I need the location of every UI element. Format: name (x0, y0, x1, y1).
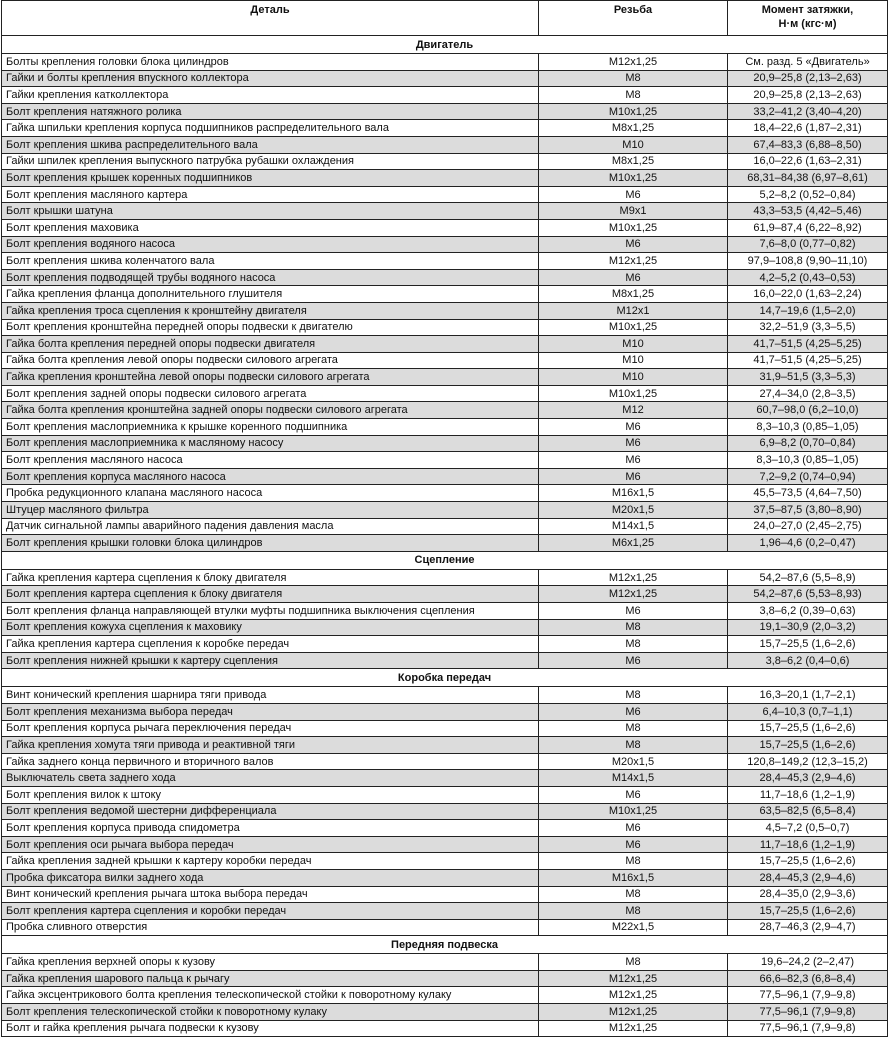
torque-cell: 45,5–73,5 (4,64–7,50) (728, 485, 888, 502)
column-header-torque (728, 1, 888, 36)
table-row (2, 286, 888, 303)
table-row (2, 336, 888, 353)
thread-cell: M8 (539, 619, 728, 636)
thread-cell: M12x1,25 (539, 569, 728, 586)
thread-cell: M6 (539, 419, 728, 436)
thread-cell: M9x1 (539, 203, 728, 220)
torque-cell: 6,9–8,2 (0,70–0,84) (728, 435, 888, 452)
table-row (2, 1004, 888, 1021)
part-cell: Гайка крепления задней крышки к картеру коробки передач (2, 853, 539, 870)
part-cell: Штуцер масляного фильтра (2, 502, 539, 519)
table-row (2, 452, 888, 469)
part-cell: Болт крепления нижней крышки к картеру сцепления (2, 652, 539, 669)
part-cell: Болт крепления натяжного ролика (2, 103, 539, 120)
torque-cell: 19,1–30,9 (2,0–3,2) (728, 619, 888, 636)
torque-cell: 41,7–51,5 (4,25–5,25) (728, 336, 888, 353)
table-row (2, 987, 888, 1004)
thread-cell: M6 (539, 652, 728, 669)
torque-cell: 120,8–149,2 (12,3–15,2) (728, 753, 888, 770)
table-row (2, 603, 888, 620)
torque-cell: 8,3–10,3 (0,85–1,05) (728, 419, 888, 436)
part-cell: Болт крепления масляного картера (2, 186, 539, 203)
table-row (2, 737, 888, 754)
thread-cell: M8x1,25 (539, 286, 728, 303)
section-title: Передняя подвеска (2, 936, 888, 954)
part-cell: Пробка редукционного клапана масляного насоса (2, 485, 539, 502)
thread-cell: M10x1,25 (539, 385, 728, 402)
table-row (2, 54, 888, 71)
thread-cell: M6 (539, 435, 728, 452)
torque-cell: См. разд. 5 «Двигатель» (728, 54, 888, 71)
table-row (2, 1020, 888, 1037)
part-cell: Болт крепления вилок к штоку (2, 786, 539, 803)
torque-cell: 97,9–108,8 (9,90–11,10) (728, 253, 888, 270)
table-row (2, 820, 888, 837)
thread-cell: M16x1,5 (539, 869, 728, 886)
part-cell: Гайка крепления троса сцепления к кронштейну двигателя (2, 302, 539, 319)
torque-cell: 3,8–6,2 (0,39–0,63) (728, 603, 888, 620)
table-row (2, 753, 888, 770)
column-header-part: Деталь (2, 1, 539, 36)
thread-cell: M10x1,25 (539, 103, 728, 120)
thread-cell: M12x1,25 (539, 586, 728, 603)
thread-cell: M6 (539, 820, 728, 837)
thread-cell: M8 (539, 903, 728, 920)
table-row (2, 485, 888, 502)
table-row (2, 369, 888, 386)
table-row (2, 586, 888, 603)
torque-cell: 4,5–7,2 (0,5–0,7) (728, 820, 888, 837)
torque-cell: 5,2–8,2 (0,52–0,84) (728, 186, 888, 203)
table-row (2, 136, 888, 153)
thread-cell: M10 (539, 369, 728, 386)
table-row (2, 786, 888, 803)
part-cell: Болт крепления ведомой шестерни дифференциала (2, 803, 539, 820)
part-cell: Болт крепления задней опоры подвески силового агрегата (2, 385, 539, 402)
torque-cell: 24,0–27,0 (2,45–2,75) (728, 518, 888, 535)
table-body (2, 36, 888, 1037)
torque-cell: 4,2–5,2 (0,43–0,53) (728, 269, 888, 286)
thread-cell: M10 (539, 136, 728, 153)
torque-cell: 11,7–18,6 (1,2–1,9) (728, 836, 888, 853)
part-cell: Болт крепления шкива коленчатого вала (2, 253, 539, 270)
table-row (2, 518, 888, 535)
thread-cell: M6 (539, 603, 728, 620)
part-cell: Болт крепления картера сцепления к блоку двигателя (2, 586, 539, 603)
part-cell: Болт крепления картера сцепления и коробки передач (2, 903, 539, 920)
part-cell: Гайка шпильки крепления корпуса подшипников распределительного вала (2, 120, 539, 137)
table-row (2, 153, 888, 170)
torque-table (1, 0, 888, 1037)
table-row (2, 770, 888, 787)
torque-cell: 32,2–51,9 (3,3–5,5) (728, 319, 888, 336)
thread-cell: M12x1,25 (539, 970, 728, 987)
thread-cell: M6 (539, 468, 728, 485)
part-cell: Болт крепления маслоприемника к крышке коренного подшипника (2, 419, 539, 436)
section-header-row (2, 551, 888, 569)
table-row (2, 720, 888, 737)
table-row (2, 954, 888, 971)
table-row (2, 703, 888, 720)
thread-cell: M6x1,25 (539, 535, 728, 552)
thread-cell: M10x1,25 (539, 803, 728, 820)
part-cell: Болт крепления крышки головки блока цилиндров (2, 535, 539, 552)
table-row (2, 352, 888, 369)
torque-cell: 20,9–25,8 (2,13–2,63) (728, 87, 888, 104)
part-cell: Болт крепления крышек коренных подшипников (2, 170, 539, 187)
table-row (2, 619, 888, 636)
part-cell: Гайка болта крепления передней опоры подвески двигателя (2, 336, 539, 353)
torque-cell: 61,9–87,4 (6,22–8,92) (728, 219, 888, 236)
part-cell: Гайка крепления верхней опоры к кузову (2, 954, 539, 971)
table-row (2, 853, 888, 870)
thread-cell: M8 (539, 636, 728, 653)
torque-cell: 54,2–87,6 (5,5–8,9) (728, 569, 888, 586)
part-cell: Винт конический крепления рычага штока выбора передач (2, 886, 539, 903)
part-cell: Болт крышки шатуна (2, 203, 539, 220)
part-cell: Гайка крепления картера сцепления к коробке передач (2, 636, 539, 653)
table-row (2, 919, 888, 936)
part-cell: Датчик сигнальной лампы аварийного падения давления масла (2, 518, 539, 535)
table-row (2, 869, 888, 886)
table-row (2, 302, 888, 319)
thread-cell: M10 (539, 352, 728, 369)
thread-cell: M10x1,25 (539, 170, 728, 187)
table-row (2, 970, 888, 987)
torque-cell: 31,9–51,5 (3,3–5,3) (728, 369, 888, 386)
torque-cell: 77,5–96,1 (7,9–9,8) (728, 987, 888, 1004)
torque-cell: 19,6–24,2 (2–2,47) (728, 954, 888, 971)
torque-cell: 60,7–98,0 (6,2–10,0) (728, 402, 888, 419)
table-row (2, 203, 888, 220)
torque-cell: 16,0–22,6 (1,63–2,31) (728, 153, 888, 170)
part-cell: Гайки крепления катколлектора (2, 87, 539, 104)
torque-cell: 8,3–10,3 (0,85–1,05) (728, 452, 888, 469)
torque-cell: 77,5–96,1 (7,9–9,8) (728, 1004, 888, 1021)
torque-cell: 41,7–51,5 (4,25–5,25) (728, 352, 888, 369)
part-cell: Болт крепления маховика (2, 219, 539, 236)
part-cell: Пробка сливного отверстия (2, 919, 539, 936)
thread-cell: M8 (539, 87, 728, 104)
thread-cell: M6 (539, 186, 728, 203)
torque-cell: 7,6–8,0 (0,77–0,82) (728, 236, 888, 253)
part-cell: Болт крепления фланца направляющей втулки муфты подшипника выключения сцепления (2, 603, 539, 620)
torque-cell: 11,7–18,6 (1,2–1,9) (728, 786, 888, 803)
table-row (2, 535, 888, 552)
table-row (2, 236, 888, 253)
thread-cell: M8 (539, 886, 728, 903)
torque-cell: 7,2–9,2 (0,74–0,94) (728, 468, 888, 485)
torque-cell: 54,2–87,6 (5,53–8,93) (728, 586, 888, 603)
torque-cell: 18,4–22,6 (1,87–2,31) (728, 120, 888, 137)
thread-cell: M20x1,5 (539, 502, 728, 519)
part-cell: Болт и гайка крепления рычага подвески к кузову (2, 1020, 539, 1037)
table-row (2, 435, 888, 452)
torque-cell: 33,2–41,2 (3,40–4,20) (728, 103, 888, 120)
thread-cell: M8x1,25 (539, 120, 728, 137)
torque-cell: 43,3–53,5 (4,42–5,46) (728, 203, 888, 220)
torque-cell: 28,7–46,3 (2,9–4,7) (728, 919, 888, 936)
table-row (2, 419, 888, 436)
table-row (2, 636, 888, 653)
part-cell: Гайки шпилек крепления выпускного патрубка рубашки охлаждения (2, 153, 539, 170)
section-title: Коробка передач (2, 669, 888, 687)
thread-cell: M10x1,25 (539, 319, 728, 336)
torque-cell: 1,96–4,6 (0,2–0,47) (728, 535, 888, 552)
table-row (2, 886, 888, 903)
torque-cell: 37,5–87,5 (3,80–8,90) (728, 502, 888, 519)
thread-cell: M12x1,25 (539, 253, 728, 270)
torque-cell: 16,0–22,0 (1,63–2,24) (728, 286, 888, 303)
thread-cell: M6 (539, 703, 728, 720)
thread-cell: M6 (539, 236, 728, 253)
section-title: Двигатель (2, 36, 888, 54)
section-header-row (2, 669, 888, 687)
table-row (2, 903, 888, 920)
thread-cell: M6 (539, 269, 728, 286)
table-row (2, 687, 888, 704)
torque-cell: 63,5–82,5 (6,5–8,4) (728, 803, 888, 820)
table-row (2, 402, 888, 419)
part-cell: Гайка заднего конца первичного и вторичного валов (2, 753, 539, 770)
torque-cell: 15,7–25,5 (1,6–2,6) (728, 903, 888, 920)
section-header-row (2, 936, 888, 954)
table-header-row (2, 1, 888, 36)
part-cell: Болты крепления головки блока цилиндров (2, 54, 539, 71)
torque-cell: 20,9–25,8 (2,13–2,63) (728, 70, 888, 87)
section-header-row (2, 36, 888, 54)
thread-cell: M8 (539, 954, 728, 971)
part-cell: Гайки и болты крепления впускного коллектора (2, 70, 539, 87)
torque-header-line1: Момент затяжки, (761, 4, 854, 16)
table-row (2, 186, 888, 203)
thread-cell: M8 (539, 687, 728, 704)
thread-cell: M16x1,5 (539, 485, 728, 502)
thread-cell: M12x1,25 (539, 1004, 728, 1021)
part-cell: Гайка болта крепления левой опоры подвески силового агрегата (2, 352, 539, 369)
table-row (2, 269, 888, 286)
part-cell: Гайка крепления шарового пальца к рычагу (2, 970, 539, 987)
part-cell: Болт крепления механизма выбора передач (2, 703, 539, 720)
torque-cell: 14,7–19,6 (1,5–2,0) (728, 302, 888, 319)
table-row (2, 385, 888, 402)
part-cell: Болт крепления шкива распределительного вала (2, 136, 539, 153)
part-cell: Гайка крепления картера сцепления к блоку двигателя (2, 569, 539, 586)
table-row (2, 502, 888, 519)
table-row (2, 170, 888, 187)
table-row (2, 569, 888, 586)
part-cell: Пробка фиксатора вилки заднего хода (2, 869, 539, 886)
table-row (2, 253, 888, 270)
part-cell: Болт крепления корпуса рычага переключения передач (2, 720, 539, 737)
torque-cell: 15,7–25,5 (1,6–2,6) (728, 636, 888, 653)
thread-cell: M8 (539, 853, 728, 870)
thread-cell: M6 (539, 452, 728, 469)
part-cell: Гайка эксцентрикового болта крепления телескопической стойки к поворотному кулаку (2, 987, 539, 1004)
part-cell: Выключатель света заднего хода (2, 770, 539, 787)
torque-cell: 28,4–45,3 (2,9–4,6) (728, 869, 888, 886)
part-cell: Болт крепления подводящей трубы водяного насоса (2, 269, 539, 286)
thread-cell: M8 (539, 737, 728, 754)
table-row (2, 120, 888, 137)
table-row (2, 836, 888, 853)
thread-cell: M12x1,25 (539, 54, 728, 71)
thread-cell: M12x1,25 (539, 987, 728, 1004)
torque-cell: 6,4–10,3 (0,7–1,1) (728, 703, 888, 720)
torque-cell: 27,4–34,0 (2,8–3,5) (728, 385, 888, 402)
table-row (2, 319, 888, 336)
part-cell: Гайка крепления хомута тяги привода и реактивной тяги (2, 737, 539, 754)
part-cell: Болт крепления телескопической стойки к поворотному кулаку (2, 1004, 539, 1021)
torque-cell: 16,3–20,1 (1,7–2,1) (728, 687, 888, 704)
thread-cell: M12x1 (539, 302, 728, 319)
part-cell: Болт крепления водяного насоса (2, 236, 539, 253)
torque-header-line2: Н·м (кгс·м) (778, 18, 837, 30)
part-cell: Болт крепления корпуса масляного насоса (2, 468, 539, 485)
thread-cell: M8x1,25 (539, 153, 728, 170)
thread-cell: M6 (539, 786, 728, 803)
part-cell: Винт конический крепления шарнира тяги привода (2, 687, 539, 704)
part-cell: Гайка болта крепления кронштейна задней опоры подвески силового агрегата (2, 402, 539, 419)
torque-cell: 15,7–25,5 (1,6–2,6) (728, 720, 888, 737)
thread-cell: M12 (539, 402, 728, 419)
table-row (2, 652, 888, 669)
torque-cell: 66,6–82,3 (6,8–8,4) (728, 970, 888, 987)
thread-cell: M10 (539, 336, 728, 353)
part-cell: Болт крепления масляного насоса (2, 452, 539, 469)
thread-cell: M8 (539, 70, 728, 87)
table-row (2, 87, 888, 104)
torque-cell: 68,31–84,38 (6,97–8,61) (728, 170, 888, 187)
thread-cell: M14x1,5 (539, 770, 728, 787)
part-cell: Гайка крепления кронштейна левой опоры подвески силового агрегата (2, 369, 539, 386)
thread-cell: M22x1,5 (539, 919, 728, 936)
part-cell: Болт крепления маслоприемника к масляному насосу (2, 435, 539, 452)
thread-cell: M12x1,25 (539, 1020, 728, 1037)
torque-cell: 3,8–6,2 (0,4–0,6) (728, 652, 888, 669)
part-cell: Болт крепления оси рычага выбора передач (2, 836, 539, 853)
table-row (2, 803, 888, 820)
torque-cell: 28,4–45,3 (2,9–4,6) (728, 770, 888, 787)
thread-cell: M10x1,25 (539, 219, 728, 236)
part-cell: Болт крепления кожуха сцепления к маховику (2, 619, 539, 636)
column-header-thread: Резьба (539, 1, 728, 36)
thread-cell: M8 (539, 720, 728, 737)
part-cell: Болт крепления кронштейна передней опоры подвески к двигателю (2, 319, 539, 336)
thread-cell: M20x1,5 (539, 753, 728, 770)
table-row (2, 219, 888, 236)
table-row (2, 103, 888, 120)
section-title: Сцепление (2, 551, 888, 569)
torque-cell: 28,4–35,0 (2,9–3,6) (728, 886, 888, 903)
table-row (2, 70, 888, 87)
torque-cell: 67,4–83,3 (6,88–8,50) (728, 136, 888, 153)
torque-cell: 15,7–25,5 (1,6–2,6) (728, 737, 888, 754)
torque-cell: 15,7–25,5 (1,6–2,6) (728, 853, 888, 870)
part-cell: Болт крепления корпуса привода спидометра (2, 820, 539, 837)
thread-cell: M14x1,5 (539, 518, 728, 535)
table-row (2, 468, 888, 485)
part-cell: Гайка крепления фланца дополнительного глушителя (2, 286, 539, 303)
thread-cell: M6 (539, 836, 728, 853)
torque-cell: 77,5–96,1 (7,9–9,8) (728, 1020, 888, 1037)
